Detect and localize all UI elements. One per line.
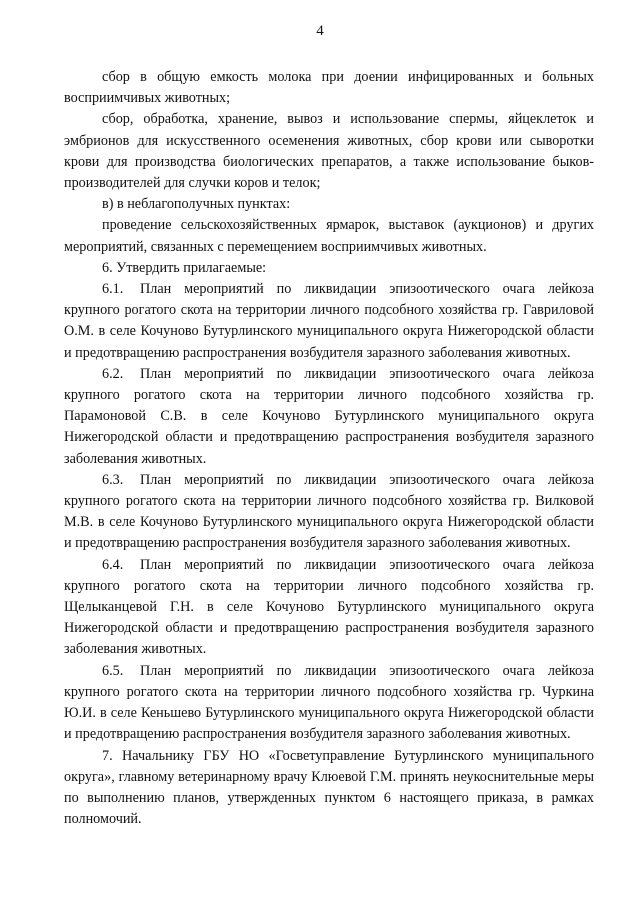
item-number: 6.1. xyxy=(102,281,124,298)
paragraph-text: План мероприятий по ликвидации эпизоотического очага лейкоза крупного рогатого скота на территории личного подсобного хозяйства гр. Вилковой М.В. в селе Кочуново Бутурлинского муниципального округа Нижегородской области и предотвращению распространения возбудителя заразного заболевания животных. xyxy=(64,471,594,552)
paragraph-text: План мероприятий по ликвидации эпизоотического очага лейкоза крупного рогатого скота на территории личного подсобного хозяйства гр. Гавриловой О.М. в селе Кочуново Бутурлинского муниципального округа Нижегородской области и предотвращению распространения возбудителя заразного заболевания животных. xyxy=(64,281,594,361)
paragraph-text: План мероприятий по ликвидации эпизоотического очага лейкоза крупного рогатого скота на территории личного подсобного хозяйства гр. Чуркина Ю.И. в селе Кеньшево Бутурлинского муниципального округа Нижегородской области и предотвращению распространения возбудителя заразного заболевания животных. xyxy=(64,662,594,743)
paragraph-item-6 xyxy=(64,258,594,279)
paragraph-sperm-processing xyxy=(64,109,594,194)
item-number: 6.2. xyxy=(102,365,124,382)
paragraph-item-6-1 xyxy=(64,279,594,364)
page-number: 4 xyxy=(316,23,324,39)
paragraph-text: сбор в общую емкость молока при доении инфицированных и больных восприимчивых животных; xyxy=(64,69,594,107)
paragraph-fairs xyxy=(64,215,594,257)
paragraph-text: План мероприятий по ликвидации эпизоотического очага лейкоза крупного рогатого скота на территории личного подсобного хозяйства гр. Парамоновой С.В. в селе Кочуново Бутурлинского муниципального округа Нижегородской области и предотвращению распространения возбудителя заразного заболевания животных. xyxy=(64,365,594,467)
paragraph-unfavorable-points xyxy=(64,194,594,215)
item-number: 6.4. xyxy=(102,556,124,573)
paragraph-item-6-4 xyxy=(64,555,594,661)
document-body xyxy=(64,67,594,830)
paragraph-item-6-3 xyxy=(64,470,594,555)
paragraph-milk-collection xyxy=(64,67,594,109)
paragraph-text: проведение сельскохозяйственных ярмарок, выставок (аукционов) и других мероприятий, связанных с перемещением восприимчивых животных. xyxy=(64,217,594,255)
item-number: 6.5. xyxy=(102,662,124,679)
paragraph-item-7 xyxy=(64,746,594,831)
paragraph-text: 7. Начальнику ГБУ НО «Госветуправление Бутурлинского муниципального округа», главному ветеринарному врачу Клюевой Г.М. принять неукоснительные меры по выполнению планов, утвержденных пунктом 6 настоящего приказа, в рамках полномочий. xyxy=(64,747,594,828)
paragraph-item-6-5 xyxy=(64,661,594,746)
paragraph-text: сбор, обработка, хранение, вывоз и использование спермы, яйцеклеток и эмбрионов для искусственного осеменения животных, сбор крови или сыворотки крови для производства биологических препаратов, а также использование быков-производителей для случки коров и телок; xyxy=(64,111,594,192)
paragraph-text: в) в неблагополучных пунктах: xyxy=(102,196,291,213)
paragraph-text: 6. Утвердить прилагаемые: xyxy=(102,259,267,276)
paragraph-text: План мероприятий по ликвидации эпизоотического очага лейкоза крупного рогатого скота на территории личного подсобного хозяйства гр. Щелыканцевой Г.Н. в селе Кочуново Бутурлинского муниципального округа Нижегородской области и предотвращению распространения возбудителя заразного заболевания животных. xyxy=(64,556,594,658)
paragraph-item-6-2 xyxy=(64,364,594,470)
item-number: 6.3. xyxy=(102,471,124,488)
